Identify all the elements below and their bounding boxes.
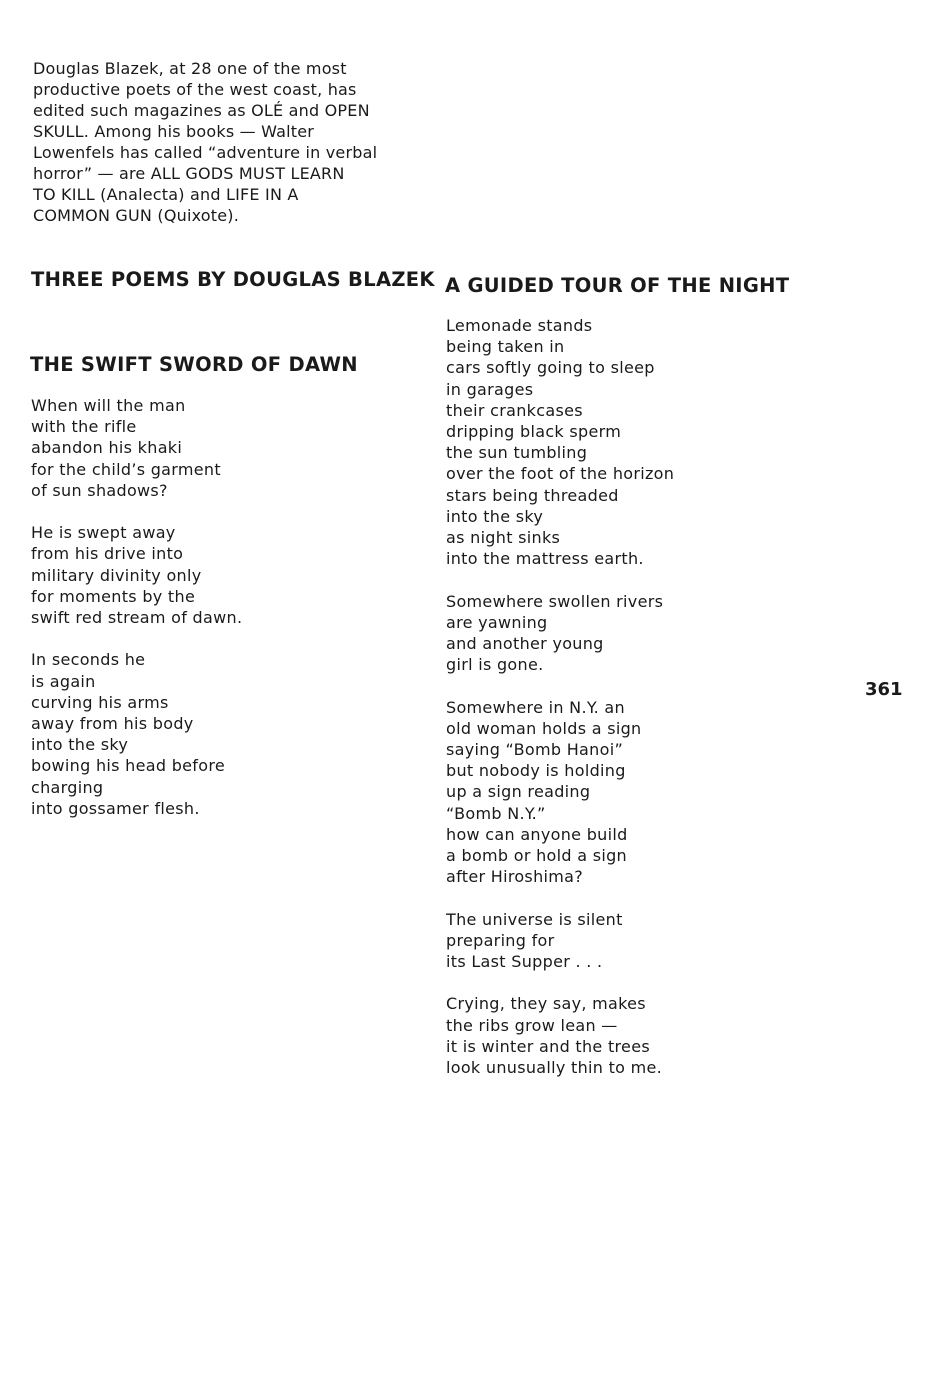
bio-line: horror” — are ALL GODS MUST LEARN xyxy=(33,164,345,183)
verse-line: preparing for xyxy=(446,930,555,950)
verse-line: up a sign reading xyxy=(446,782,591,802)
verse-line: are yawning xyxy=(446,612,548,632)
verse-line: cars softly going to sleep xyxy=(446,358,655,378)
verse-line: When will the man xyxy=(31,396,186,415)
verse-line: in garages xyxy=(446,379,534,399)
verse-line: charging xyxy=(31,777,104,797)
verse-line: a bomb or hold a sign xyxy=(446,846,628,866)
verse-line: abandon his khaki xyxy=(31,438,183,458)
page-number: 361 xyxy=(865,679,903,700)
stanza xyxy=(446,591,674,676)
section-title: THREE POEMS BY DOUGLAS BLAZEK xyxy=(31,268,435,291)
verse-line: being taken in xyxy=(446,337,565,357)
stanza xyxy=(31,649,242,819)
verse-line: for moments by the xyxy=(31,586,196,606)
verse-line: into the mattress earth. xyxy=(446,549,644,569)
stanza xyxy=(31,522,242,628)
verse-line: with the rifle xyxy=(31,417,137,437)
verse-line: but nobody is holding xyxy=(446,761,626,781)
verse-line: and another young xyxy=(446,634,604,654)
author-bio xyxy=(33,58,423,226)
verse-line: saying “Bomb Hanoi” xyxy=(446,740,624,760)
stanza xyxy=(446,909,674,973)
verse-line: its Last Supper . . . xyxy=(446,952,603,972)
verse-line: into the sky xyxy=(31,735,129,755)
verse-line: from his drive into xyxy=(31,544,184,564)
verse-line: bowing his head before xyxy=(31,756,225,776)
verse-line: is again xyxy=(31,671,96,691)
verse-line: into the sky xyxy=(446,506,544,526)
verse-line: Crying, they say, makes xyxy=(446,994,646,1014)
bio-line: Douglas Blazek, at 28 one of the most xyxy=(33,59,347,78)
verse-line: away from his body xyxy=(31,714,194,734)
verse-line: look unusually thin to me. xyxy=(446,1058,663,1078)
verse-line: over the foot of the horizon xyxy=(446,464,675,484)
verse-line: after Hiroshima? xyxy=(446,867,584,887)
verse-line: stars being threaded xyxy=(446,485,619,505)
poem-title-guided-tour: A GUIDED TOUR OF THE NIGHT xyxy=(445,274,790,297)
poem-title-swift-sword: THE SWIFT SWORD OF DAWN xyxy=(30,353,358,376)
poem-swift-sword xyxy=(31,395,242,840)
verse-line: the sun tumbling xyxy=(446,443,588,463)
bio-line: COMMON GUN (Quixote). xyxy=(33,206,240,225)
bio-line: edited such magazines as OLÉ and OPEN xyxy=(33,101,370,120)
bio-line: Lowenfels has called “adventure in verbal xyxy=(33,143,378,162)
verse-line: girl is gone. xyxy=(446,655,544,675)
verse-line: it is winter and the trees xyxy=(446,1036,650,1056)
verse-line: into gossamer flesh. xyxy=(31,798,200,818)
stanza xyxy=(446,315,674,569)
verse-line: The universe is silent xyxy=(446,909,623,929)
stanza xyxy=(446,697,674,888)
verse-line: as night sinks xyxy=(446,528,561,548)
verse-line: of sun shadows? xyxy=(31,480,168,500)
verse-line: how can anyone build xyxy=(446,824,628,844)
verse-line: the ribs grow lean — xyxy=(446,1015,618,1035)
verse-line: Lemonade stands xyxy=(446,316,593,335)
verse-line: curving his arms xyxy=(31,692,169,712)
verse-line: dripping black sperm xyxy=(446,422,622,442)
verse-line: He is swept away xyxy=(31,523,176,543)
bio-line: productive poets of the west coast, has xyxy=(33,80,357,99)
verse-line: swift red stream of dawn. xyxy=(31,608,243,628)
verse-line: In seconds he xyxy=(31,650,146,670)
verse-line: their crankcases xyxy=(446,400,583,420)
verse-line: military divinity only xyxy=(31,565,202,585)
poem-guided-tour xyxy=(446,315,674,1099)
bio-line: SKULL. Among his books — Walter xyxy=(33,122,315,141)
stanza xyxy=(446,993,674,1078)
stanza xyxy=(31,395,242,501)
verse-line: Somewhere in N.Y. an xyxy=(446,697,625,717)
verse-line: “Bomb N.Y.” xyxy=(446,803,546,823)
verse-line: old woman holds a sign xyxy=(446,718,642,738)
verse-line: Somewhere swollen rivers xyxy=(446,591,664,611)
bio-line: TO KILL (Analecta) and LIFE IN A xyxy=(33,185,299,204)
verse-line: for the child’s garment xyxy=(31,459,221,479)
